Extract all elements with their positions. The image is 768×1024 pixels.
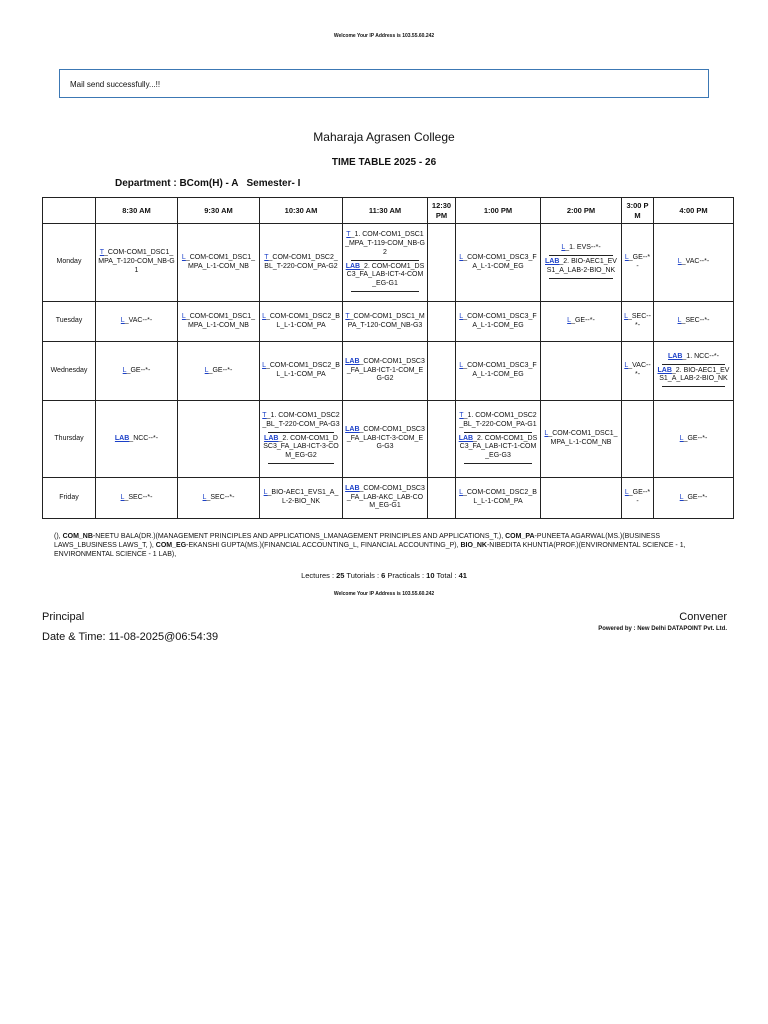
timetable-row	[43, 342, 734, 401]
faculty-legend	[54, 532, 714, 559]
class-code: _COM-COM1_DSC1_MPA_L-1-COM_NB	[185, 253, 256, 270]
date-time: Date & Time: 11-08-2025@06:54:39	[42, 631, 219, 643]
class-type-link[interactable]: L	[561, 244, 566, 252]
timetable-cell	[96, 302, 178, 342]
entry-separator	[662, 364, 725, 365]
header-slot: 12:30 PM	[428, 198, 456, 224]
faculty-description: -PUNEETA AGARWAL(MS.)(BUSINESS LAWS_LBUSINESS LAWS_T, ),	[54, 533, 661, 550]
timetable-cell	[456, 401, 541, 478]
class-code: _NCC--*-	[129, 434, 159, 442]
class-code: _COM-COM1_DSC3_FA_L-1-COM_EG	[463, 362, 537, 378]
header-slot: 10:30 AM	[260, 198, 343, 224]
class-type-link[interactable]: L	[120, 317, 125, 325]
timetable-cell	[428, 342, 456, 401]
class-code: _SEC--*-	[627, 312, 651, 329]
timetable-cell	[260, 342, 343, 401]
total-label: Total :	[434, 571, 459, 580]
class-entry	[458, 362, 538, 380]
entry-separator	[268, 463, 334, 464]
faculty-description: (),	[54, 533, 63, 540]
convener-label: Convener	[679, 611, 727, 623]
timetable-header-row	[43, 198, 734, 224]
class-code: _COM-COM1_DSC2_BL_L-1-COM_PA	[265, 362, 340, 378]
class-entry	[543, 430, 619, 448]
timetable-cell	[343, 401, 428, 478]
timetable-cell	[260, 478, 343, 519]
timetable-row	[43, 224, 734, 302]
entry-separator	[268, 432, 334, 433]
timetable-cell	[178, 342, 260, 401]
entry-separator	[351, 291, 419, 292]
timetable-cell	[343, 478, 428, 519]
class-type-link[interactable]: L	[263, 489, 268, 497]
timetable-cell	[541, 302, 622, 342]
class-entry	[458, 254, 538, 272]
class-entry	[98, 435, 175, 444]
class-entry	[262, 489, 340, 507]
class-entry	[345, 426, 425, 452]
class-entry	[345, 231, 425, 257]
entry-separator	[464, 463, 532, 464]
class-type-link[interactable]: L	[459, 489, 463, 497]
class-entry	[543, 317, 619, 326]
timetable-row	[43, 478, 734, 519]
tutorials-count: 6	[381, 571, 386, 580]
class-entry	[656, 494, 731, 503]
class-type-link[interactable]: LAB	[657, 366, 672, 374]
timetable-cell	[96, 478, 178, 519]
class-code: _BIO-AEC1_EVS1_A_L-2-BIO_NK	[267, 489, 339, 505]
class-entry	[656, 435, 731, 444]
faculty-description: -NEETU BALA(DR.)(MANAGEMENT PRINCIPLES AND APPLICATIONS_LMANAGEMENT PRINCIPLES AND APPLICATIONS_T,),	[92, 533, 506, 540]
class-code: _COM-COM1_DSC3_FA_LAB-ICT-3-COM_EG-G3	[346, 425, 425, 451]
class-type-link[interactable]: L	[624, 253, 629, 261]
timetable-cell	[260, 401, 343, 478]
class-code: _COM-COM1_DSC3_FA_L-1-COM_EG	[463, 253, 537, 270]
timetable-row	[43, 401, 734, 478]
class-entry	[543, 258, 619, 276]
timetable-cell	[654, 401, 734, 478]
class-type-link[interactable]: L	[624, 489, 629, 497]
class-type-link[interactable]: T	[346, 231, 351, 239]
class-type-link[interactable]: L	[459, 362, 464, 370]
class-entry	[624, 313, 651, 331]
class-entry	[458, 435, 538, 461]
class-code: _COM-COM1_DSC2_BL_T-220-COM_PA-G2	[264, 253, 338, 270]
faculty-code: COM_NB	[62, 533, 93, 540]
timetable-cell	[428, 401, 456, 478]
timetable-row	[43, 302, 734, 342]
timetable-cell	[456, 478, 541, 519]
class-entry	[656, 367, 731, 385]
class-entry	[624, 254, 651, 272]
class-code: _2. COM-COM1_DSC3_FA_LAB-ICT-4-COM_EG-G1	[346, 262, 425, 287]
class-entry	[180, 367, 257, 376]
class-type-link[interactable]: L	[679, 434, 684, 442]
tutorials-label: Tutorials :	[344, 571, 382, 580]
class-entry	[458, 489, 538, 507]
class-code: _1. COM-COM1_DSC2_BL_T-220-COM_PA-G3	[262, 412, 340, 428]
class-type-link[interactable]: T	[264, 253, 269, 261]
class-code: _VAC--*-	[124, 317, 153, 325]
timetable-cell	[541, 224, 622, 302]
class-code: _COM-COM1_DSC3_FA_LAB-ICT-1-COM_EG-G2	[346, 357, 425, 383]
class-type-link[interactable]: L	[677, 317, 682, 325]
class-entry	[180, 494, 257, 503]
class-entry	[656, 317, 731, 326]
timetable-cell	[260, 302, 343, 342]
day-label: Thursday	[43, 401, 96, 478]
entry-separator	[662, 386, 725, 387]
class-code: _GE--*-	[628, 253, 651, 270]
day-label: Tuesday	[43, 302, 96, 342]
class-code: _VAC--*-	[681, 258, 710, 266]
class-code: _GE--*-	[571, 317, 595, 325]
class-type-link[interactable]: LAB	[114, 434, 130, 442]
class-entry	[656, 353, 731, 362]
timetable-cell	[456, 224, 541, 302]
class-entry	[98, 367, 175, 376]
header-slot: 9:30 AM	[178, 198, 260, 224]
class-entry	[624, 362, 651, 380]
class-code: _2. COM-COM1_DSC3_FA_LAB-ICT-1-COM_EG-G3	[459, 434, 538, 460]
class-entry	[345, 313, 425, 331]
class-entry	[98, 494, 175, 503]
success-alert	[59, 69, 709, 98]
class-entry	[656, 258, 731, 267]
timetable-cell	[654, 342, 734, 401]
principal-label: Principal	[42, 611, 85, 623]
class-entry	[262, 313, 340, 331]
college-name: Maharaja Agrasen College	[313, 130, 455, 144]
class-entry	[98, 317, 175, 326]
class-type-link[interactable]: LAB	[668, 352, 683, 360]
entry-separator	[464, 432, 532, 433]
class-type-link[interactable]: L	[120, 493, 125, 501]
class-code: _COM-COM1_DSC1_MPA_L-1-COM_NB	[548, 430, 618, 446]
class-type-link[interactable]: L	[181, 253, 186, 261]
timetable-cell	[622, 342, 654, 401]
timetable-cell	[622, 302, 654, 342]
class-type-link[interactable]: LAB	[545, 258, 560, 266]
class-code: _SEC--*-	[681, 317, 710, 325]
practicals-count: 10	[426, 571, 435, 580]
class-entry	[345, 485, 425, 511]
timetable	[42, 197, 734, 519]
class-code: _GE--*-	[628, 489, 651, 505]
class-type-link[interactable]: L	[122, 366, 127, 374]
period-totals	[0, 571, 768, 580]
class-type-link[interactable]: L	[624, 362, 629, 370]
class-code: _1. COM-COM1_DSC1_MPA_T-119-COM_NB-G2	[345, 231, 425, 256]
ip-notice-bottom: Welcome Your IP Address is 103.55.60.242	[333, 591, 435, 597]
powered-by: Powered by : New Delhi DATAPOINT Pvt. Ltd.	[598, 626, 727, 632]
timetable-cell	[178, 302, 260, 342]
class-code: _2. BIO-AEC1_EVS1_A_LAB-2-BIO_NK	[659, 366, 730, 383]
class-entry	[345, 263, 425, 289]
class-code: _GE--*-	[126, 366, 151, 374]
class-type-link[interactable]: L	[544, 430, 549, 438]
class-type-link[interactable]: LAB	[458, 434, 474, 442]
class-type-link[interactable]: L	[624, 312, 628, 320]
timetable-cell	[428, 224, 456, 302]
timetable-cell	[428, 478, 456, 519]
class-type-link[interactable]: LAB	[345, 484, 360, 492]
timetable-cell	[343, 342, 428, 401]
class-type-link[interactable]: L	[181, 312, 186, 320]
timetable-cell	[541, 342, 622, 401]
timetable-cell	[178, 478, 260, 519]
class-code: _1. NCC--*-	[682, 352, 719, 360]
class-type-link[interactable]: L	[677, 258, 682, 266]
lectures-label: Lectures :	[301, 571, 337, 580]
class-entry	[262, 412, 340, 430]
timetable-cell	[178, 224, 260, 302]
faculty-description: -NIBEDITA KHUNTIA(PROF.)(ENVIRONMENTAL SCIENCE - 1, ENVIRONMENTAL SCIENCE - 1 LAB),	[54, 542, 686, 559]
class-code: _VAC--*-	[628, 362, 651, 378]
class-code: _SEC--*-	[124, 493, 153, 501]
class-type-link[interactable]: T	[99, 249, 105, 257]
class-type-link[interactable]: L	[459, 312, 464, 320]
class-entry	[624, 489, 651, 507]
class-code: _COM-COM1_DSC2_BL_L-1-COM_PA	[462, 489, 537, 505]
timetable-cell	[622, 401, 654, 478]
class-code: _COM-COM1_DSC1_MPA_L-1-COM_NB	[185, 312, 256, 329]
class-type-link[interactable]: LAB	[264, 434, 279, 442]
timetable-cell	[343, 302, 428, 342]
entry-separator	[549, 278, 613, 279]
class-entry	[262, 435, 340, 461]
class-code: _2. BIO-AEC1_EVS1_A_LAB-2-BIO_NK	[546, 258, 617, 274]
timetable-cell	[654, 478, 734, 519]
timetable-cell	[96, 342, 178, 401]
class-entry	[345, 358, 425, 384]
class-code: _1. EVS--*-	[565, 244, 601, 252]
total-count: 41	[458, 571, 467, 580]
timetable-cell	[654, 302, 734, 342]
practicals-label: Practicals :	[385, 571, 427, 580]
class-type-link[interactable]: T	[262, 412, 267, 420]
class-entry	[458, 313, 538, 331]
class-entry	[98, 249, 175, 275]
timetable-cell	[541, 401, 622, 478]
timetable-cell	[622, 478, 654, 519]
timetable-cell	[541, 478, 622, 519]
faculty-code: BIO_NK	[460, 542, 487, 550]
alert-message: Mail send successfully...!!	[70, 80, 161, 89]
department-semester: Department : BCom(H) - A Semester- I	[115, 178, 301, 189]
day-label: Friday	[43, 478, 96, 519]
timetable-cell	[343, 224, 428, 302]
class-type-link[interactable]: L	[262, 362, 266, 370]
class-type-link[interactable]: L	[202, 493, 207, 501]
lectures-count: 25	[336, 571, 345, 580]
class-type-link[interactable]: L	[262, 312, 266, 320]
day-label: Monday	[43, 224, 96, 302]
timetable-cell	[622, 224, 654, 302]
header-slot: 3:00 PM	[622, 198, 654, 224]
timetable-cell	[96, 224, 178, 302]
class-code: _COM-COM1_DSC1_MPA_T-120-COM_NB-G1	[98, 249, 175, 274]
class-code: _GE--*-	[683, 434, 708, 442]
class-entry	[543, 244, 619, 253]
timetable-cell	[654, 224, 734, 302]
class-code: _2. COM-COM1_DSC3_FA_LAB-ICT-3-COM_EG-G2	[263, 434, 339, 460]
class-type-link[interactable]: L	[459, 253, 464, 261]
class-type-link[interactable]: L	[679, 493, 684, 501]
timetable-cell	[260, 224, 343, 302]
header-slot: 11:30 AM	[343, 198, 428, 224]
header-blank	[43, 198, 96, 224]
timetable-cell	[456, 302, 541, 342]
entry-separator	[549, 255, 613, 256]
header-slot: 2:00 PM	[541, 198, 622, 224]
class-code: _GE--*-	[208, 366, 233, 374]
timetable-cell	[428, 302, 456, 342]
class-code: _SEC--*-	[206, 493, 235, 501]
header-slot: 1:00 PM	[456, 198, 541, 224]
timetable-cell	[178, 401, 260, 478]
class-entry	[180, 313, 257, 331]
class-entry	[458, 412, 538, 430]
class-entry	[262, 362, 340, 380]
class-entry	[180, 254, 257, 272]
timetable-body	[43, 224, 734, 519]
class-code: _COM-COM1_DSC3_FA_LAB-AKC_LAB-COM_EG-G1	[346, 484, 425, 510]
header-slot: 8:30 AM	[96, 198, 178, 224]
ip-notice-top: Welcome Your IP Address is 103.55.60.242	[333, 33, 435, 39]
class-type-link[interactable]: T	[345, 312, 350, 320]
header-slot: 4:00 PM	[654, 198, 734, 224]
class-code: _1. COM-COM1_DSC2_BL_T-220-COM_PA-G1	[459, 412, 537, 428]
class-type-link[interactable]: L	[204, 366, 209, 374]
faculty-code: COM_EG	[155, 542, 187, 550]
timetable-cell	[456, 342, 541, 401]
class-code: _COM-COM1_DSC2_BL_L-1-COM_PA	[265, 312, 340, 329]
class-type-link[interactable]: LAB	[345, 425, 360, 433]
class-type-link[interactable]: LAB	[345, 357, 360, 365]
faculty-description: -EKANSHI GUPTA(MS.)(FINANCIAL ACCOUNTING_L, FINANCIAL ACCOUNTING_P),	[186, 542, 461, 550]
timetable-title: TIME TABLE 2025 - 26	[331, 157, 437, 168]
class-code: _GE--*-	[683, 493, 708, 501]
day-label: Wednesday	[43, 342, 96, 401]
entry-separator	[351, 260, 419, 261]
timetable-cell	[96, 401, 178, 478]
class-type-link[interactable]: LAB	[345, 262, 361, 270]
class-code: _COM-COM1_DSC1_MPA_T-120-COM_NB-G3	[347, 312, 425, 329]
class-code: _COM-COM1_DSC3_FA_L-1-COM_EG	[463, 312, 537, 329]
class-entry	[262, 254, 340, 272]
faculty-code: COM_PA	[505, 533, 535, 540]
class-type-link[interactable]: T	[459, 412, 464, 420]
class-type-link[interactable]: L	[567, 317, 572, 325]
